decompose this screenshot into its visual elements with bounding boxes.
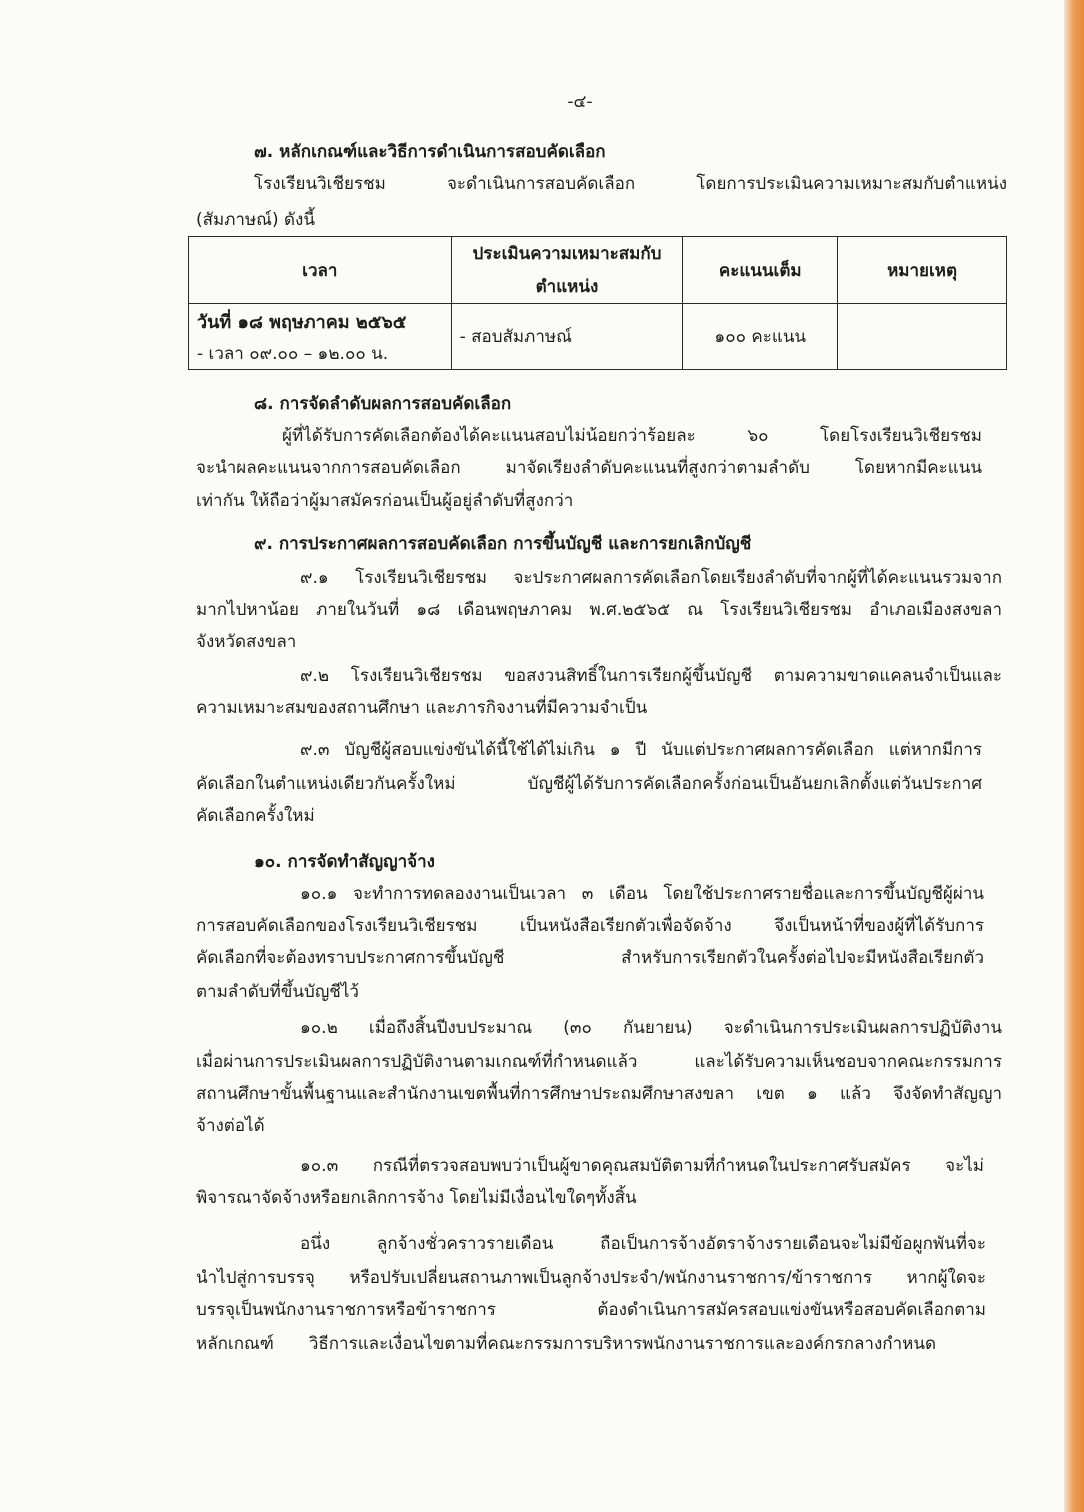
closing-text-line: หลักเกณฑ์ วิธีการและเงื่อนไขตามที่คณะกรรมการบริหารพนักงานราชการและองค์กรกลางกำหนด — [196, 1334, 936, 1354]
exam-time: - เวลา ๐๙.๐๐ – ๑๒.๐๐ น. — [197, 343, 389, 364]
closing-text-line: นำไปสู่การบรรจุ หรือปรับเปลี่ยนสถานภาพเป็นลูกจ้างประจำ/พนักงานราชการ/ข้าราชการ หากผู้ใดจะ — [196, 1268, 986, 1288]
section10-text-line: จ้างต่อได้ — [196, 1116, 265, 1136]
section9-heading: ๙. การประกาศผลการสอบคัดเลือก การขึ้นบัญชี และการยกเลิกบัญชี — [254, 534, 752, 554]
section10-text-line: พิจารณาจัดจ้างหรือยกเลิกการจ้าง โดยไม่มีเงื่อนไขใดๆทั้งสิ้น — [196, 1188, 637, 1208]
section8-heading: ๘. การจัดลำดับผลการสอบคัดเลือก — [254, 394, 512, 414]
section9-text-line: ๙.๑ โรงเรียนวิเชียรชม จะประกาศผลการคัดเลือกโดยเรียงลำดับที่จากผู้ที่ได้คะแนนรวมจาก — [300, 568, 1002, 588]
header-full-score: คะแนนเต็ม — [683, 237, 838, 304]
section10-text-line: การสอบคัดเลือกของโรงเรียนวิเชียรชม เป็นหนังสือเรียกตัวเพื่อจัดจ้าง จึงเป็นหน้าที่ของผู้ที่ได้รับการ — [196, 916, 984, 936]
closing-text-line: อนึ่ง ลูกจ้างชั่วคราวรายเดือน ถือเป็นการจ้างอัตราจ้างรายเดือนจะไม่มีข้อผูกพันที่จะ — [300, 1234, 986, 1254]
header-evaluation-line: ตำแหน่ง — [535, 277, 599, 297]
cell-full-score: ๑๐๐ คะแนน — [683, 304, 838, 370]
header-evaluation-line: ประเมินความเหมาะสมกับ — [472, 244, 662, 264]
section10-text-line: สถานศึกษาขั้นพื้นฐานและสำนักงานเขตพื้นที่การศึกษาประถมศึกษาสงขลา เขต ๑ แล้ว จึงจัดทำสัญญา — [196, 1084, 1002, 1104]
header-evaluation — [451, 237, 683, 304]
table-row — [189, 304, 1007, 370]
header-remark: หมายเหตุ — [838, 237, 1007, 304]
section10-text-line: ตามลำดับที่ขึ้นบัญชีไว้ — [196, 982, 359, 1002]
section9-text-line: ๙.๓ บัญชีผู้สอบแข่งขันได้นี้ใช้ได้ไม่เกิน ๑ ปี นับแต่ประกาศผลการคัดเลือก แต่หากมีการ — [300, 740, 982, 760]
section10-text-line: เมื่อผ่านการประเมินผลการปฏิบัติงานตามเกณฑ์ที่กำหนดแล้ว และได้รับความเห็นชอบจากคณะกรรมการ — [196, 1052, 1002, 1072]
section10-text-line: ๑๐.๓ กรณีที่ตรวจสอบพบว่าเป็นผู้ขาดคุณสมบัติตามที่กำหนดในประกาศรับสมัคร จะไม่ — [300, 1156, 984, 1176]
cell-evaluation: - สอบสัมภาษณ์ — [451, 304, 683, 370]
cell-date-time — [189, 304, 452, 370]
section10-text-line: ๑๐.๒ เมื่อถึงสิ้นปีงบประมาณ (๓๐ กันยายน) จะดำเนินการประเมินผลการปฏิบัติงาน — [300, 1018, 1002, 1038]
exam-date: วันที่ ๑๘ พฤษภาคม ๒๕๖๕ — [197, 311, 407, 333]
section9-text-line: ๙.๒ โรงเรียนวิเชียรชม ขอสงวนสิทธิ์ในการเรียกผู้ขึ้นบัญชี ตามความขาดแคลนจำเป็นและ — [300, 666, 1002, 686]
header-time: เวลา — [189, 237, 452, 304]
section7-heading: ๗. หลักเกณฑ์และวิธีการดำเนินการสอบคัดเลือก — [254, 142, 606, 162]
section7-text-line: (สัมภาษณ์) ดังนี้ — [196, 210, 315, 230]
schedule-table — [188, 236, 1007, 370]
closing-text-line: บรรจุเป็นพนักงานราชการหรือข้าราชการ ต้องดำเนินการสมัครสอบแข่งขันหรือสอบคัดเลือกตาม — [196, 1300, 986, 1320]
section9-text-line: มากไปหาน้อย ภายในวันที่ ๑๘ เดือนพฤษภาคม พ.ศ.๒๕๖๕ ณ โรงเรียนวิเชียรชม อำเภอเมืองสงขลา — [196, 600, 1002, 620]
section7-text-line: โรงเรียนวิเชียรชม จะดำเนินการสอบคัดเลือก โดยการประเมินความเหมาะสมกับตำแหน่ง — [254, 174, 1007, 194]
section8-text-line: จะนำผลคะแนนจากการสอบคัดเลือก มาจัดเรียงลำดับคะแนนที่สูงกว่าตามลำดับ โดยหากมีคะแนน — [196, 458, 982, 478]
section10-text-line: คัดเลือกที่จะต้องทราบประกาศการขึ้นบัญชี สำหรับการเรียกตัวในครั้งต่อไปจะมีหนังสือเรียกตัว — [196, 948, 984, 968]
section9-text-line: ความเหมาะสมของสถานศึกษา และภารกิจงานที่มีความจำเป็น — [196, 698, 648, 718]
section9-text-line: จังหวัดสงขลา — [196, 632, 297, 652]
page-number: -๔- — [567, 92, 593, 112]
section8-text-line: ผู้ที่ได้รับการคัดเลือกต้องได้คะแนนสอบไม่น้อยกว่าร้อยละ ๖๐ โดยโรงเรียนวิเชียรชม — [282, 426, 982, 446]
section10-text-line: ๑๐.๑ จะทำการทดลองงานเป็นเวลา ๓ เดือน โดยใช้ประกาศรายชื่อและการขึ้นบัญชีผู้ผ่าน — [300, 884, 984, 904]
section8-text-line: เท่ากัน ให้ถือว่าผู้มาสมัครก่อนเป็นผู้อยู่ลำดับที่สูงกว่า — [196, 491, 574, 511]
section10-heading: ๑๐. การจัดทำสัญญาจ้าง — [254, 852, 435, 872]
paper-edge-shadow — [1064, 0, 1084, 1512]
cell-remark — [838, 304, 1007, 370]
table-header-row — [189, 237, 1007, 304]
section9-text-line: คัดเลือกในตำแหน่งเดียวกันครั้งใหม่ บัญชีผู้ได้รับการคัดเลือกครั้งก่อนเป็นอันยกเลิกตั้งแต่วันประกาศ — [196, 774, 982, 794]
section9-text-line: คัดเลือกครั้งใหม่ — [196, 806, 315, 826]
